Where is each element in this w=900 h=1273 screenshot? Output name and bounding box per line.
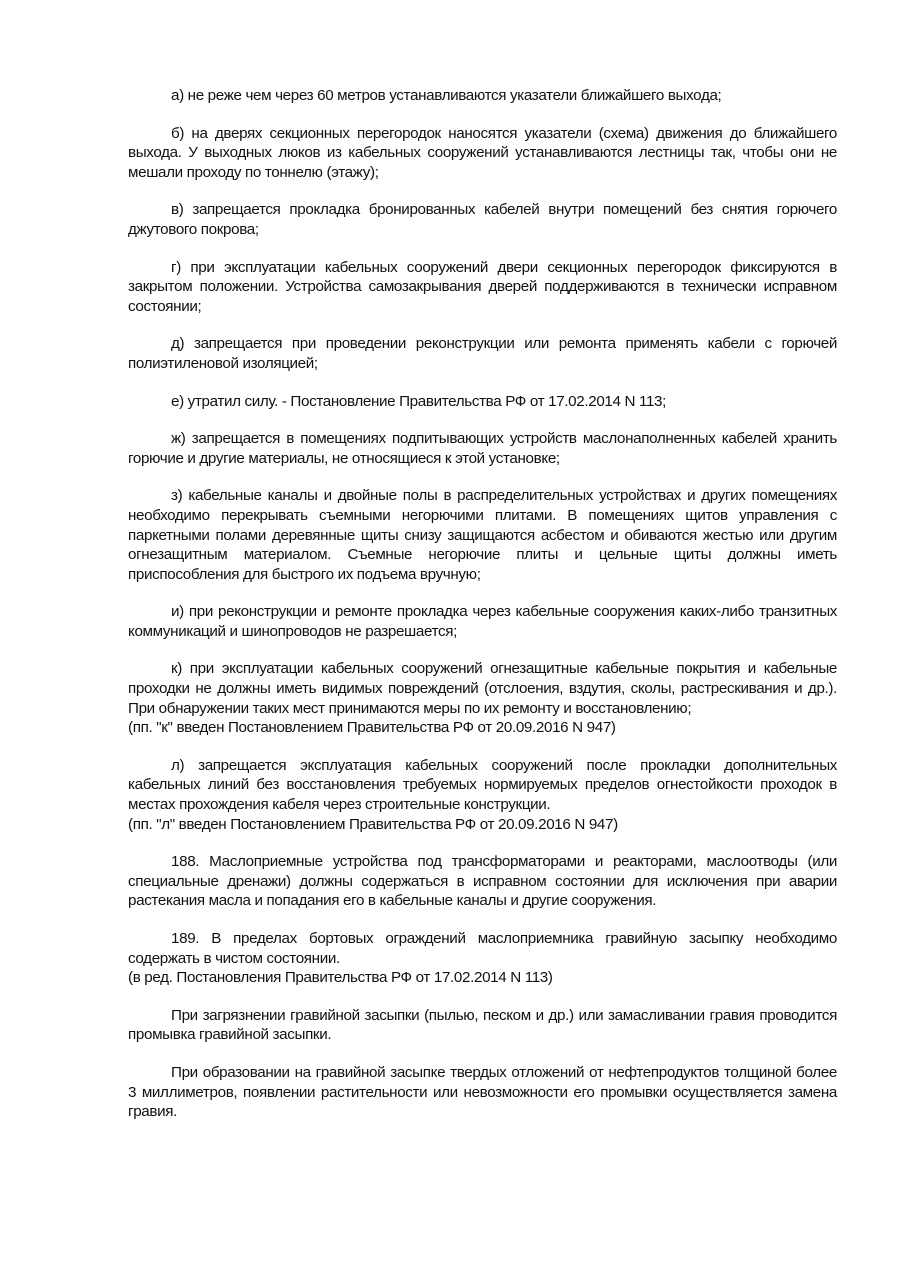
paragraph-e — [128, 392, 837, 412]
document-page — [128, 86, 837, 1140]
paragraph-zh — [128, 429, 837, 468]
paragraph-gravel-washing — [128, 1006, 837, 1045]
paragraph-z — [128, 486, 837, 584]
paragraph-text: и) при реконструкции и ремонте прокладка через кабельные сооружения каких-либо транзитных коммуникаций и шинопроводов не разрешается; — [128, 603, 837, 640]
paragraph-text: а) не реже чем через 60 метров устанавливаются указатели ближайшего выхода; — [171, 87, 722, 104]
paragraph-text: в) запрещается прокладка бронированных кабелей внутри помещений без снятия горючего джутового покрова; — [128, 201, 837, 238]
paragraph-text: л) запрещается эксплуатация кабельных сооружений после прокладки дополнительных кабельных линий без восстановления требуемых нормируемых пределов огнестойкости проходок в местах прохождения кабеля через строительные конструкции. — [128, 756, 837, 814]
paragraph-text: д) запрещается при проведении реконструкции или ремонта применять кабели с горючей полиэтиленовой изоляцией; — [128, 335, 837, 372]
paragraph-188 — [128, 852, 837, 911]
amendment-note: (пп. "л" введен Постановлением Правительства РФ от 20.09.2016 N 947) — [128, 815, 618, 833]
paragraph-a — [128, 86, 837, 106]
paragraph-text: ж) запрещается в помещениях подпитывающих устройств маслонаполненных кабелей хранить горючие и другие материалы, не относящиеся к этой установке; — [128, 430, 837, 467]
paragraph-text: к) при эксплуатации кабельных сооружений огнезащитные кабельные покрытия и кабельные проходки не должны иметь видимых повреждений (отслоения, вздутия, сколы, растрескивания и др.). При обнаружении таких мест принимаются меры по их ремонту и восстановлению; — [128, 660, 837, 717]
paragraph-text: з) кабельные каналы и двойные полы в распределительных устройствах и других помещениях необходимо перекрывать съемными негорючими плитами. В помещениях щитов управления с паркетными полами деревянные щиты снизу защищаются асбестом и обиваются жестью или другим огнезащитным материалом. Съемные негорючие плиты и цельные щиты должны иметь приспособления для быстрого их подъема вручную; — [128, 487, 837, 583]
paragraph-i — [128, 602, 837, 641]
paragraph-d — [128, 334, 837, 373]
paragraph-text: 189. В пределах бортовых ограждений маслоприемника гравийную засыпку необходимо содержать в чистом состоянии. — [128, 930, 837, 967]
paragraph-v — [128, 200, 837, 239]
paragraph-gravel-replacement — [128, 1063, 837, 1122]
paragraph-text: г) при эксплуатации кабельных сооружений двери секционных перегородок фиксируются в закрытом положении. Устройства самозакрывания дверей поддерживаются в технически исправном состоянии; — [128, 258, 837, 315]
paragraph-text: При образовании на гравийной засыпке твердых отложений от нефтепродуктов толщиной более 3 миллиметров, появлении растительности или невозможности его промывки осуществляется замена гравия. — [128, 1063, 837, 1121]
paragraph-k — [128, 659, 837, 737]
paragraph-text: б) на дверях секционных перегородок наносятся указатели (схема) движения до ближайшего выхода. У выходных люков из кабельных сооружений устанавливаются лестницы так, чтобы они не мешали проходу по тоннелю (этажу); — [128, 124, 837, 181]
paragraph-text: е) утратил силу. - Постановление Правительства РФ от 17.02.2014 N 113; — [171, 392, 667, 410]
amendment-note: (в ред. Постановления Правительства РФ от 17.02.2014 N 113) — [128, 969, 553, 987]
paragraph-l — [128, 756, 837, 834]
amendment-note: (пп. "к" введен Постановлением Правительства РФ от 20.09.2016 N 947) — [128, 719, 616, 737]
paragraph-189 — [128, 929, 837, 988]
paragraph-g — [128, 258, 837, 317]
paragraph-text: 188. Маслоприемные устройства под трансформаторами и реакторами, маслоотводы (или специальные дренажи) должны содержаться в исправном состоянии для исключения при аварии растекания масла и попадания его в кабельные каналы и другие сооружения. — [128, 853, 837, 910]
paragraph-b — [128, 124, 837, 183]
paragraph-text: При загрязнении гравийной засыпки (пылью, песком и др.) или замасливании гравия проводится промывка гравийной засыпки. — [128, 1006, 837, 1044]
